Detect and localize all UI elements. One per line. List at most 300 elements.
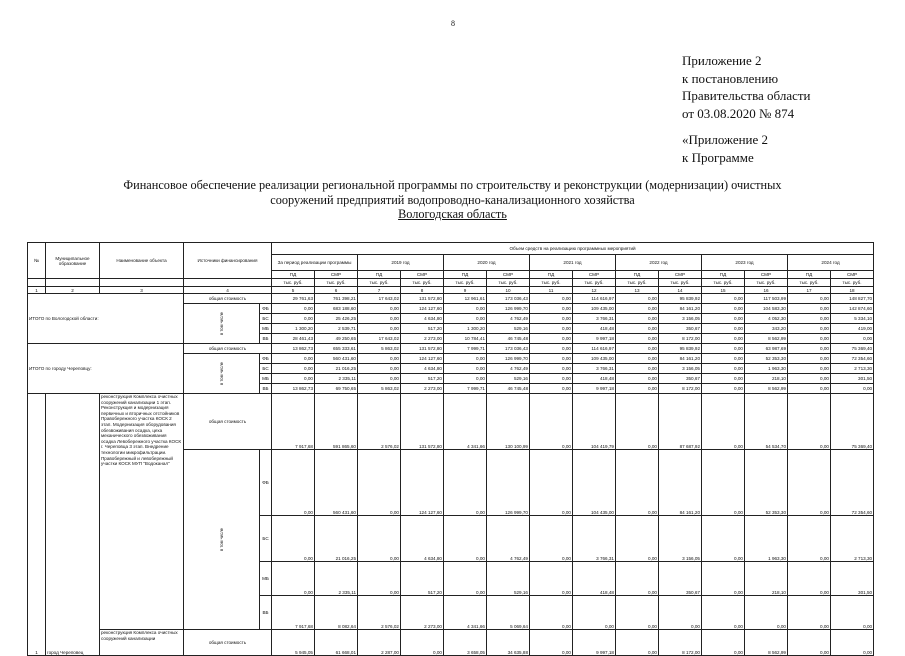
value-cell: 350,67 [659, 324, 702, 334]
object-description: реконструкция Комплекса очистных сооружений канализации [101, 630, 178, 641]
source-cell: МБ [260, 374, 272, 384]
value-cell: 0,00 [659, 596, 702, 630]
value-cell: 131 572,80 [401, 394, 444, 450]
value-cell: 0,00 [616, 596, 659, 630]
total-label: ИТОГО по городу Череповцу: [28, 344, 184, 394]
value-cell: 7 917,68 [272, 596, 315, 630]
total-label: ИТОГО по Вологодской области: [28, 294, 184, 344]
value-cell: 0,00 [530, 516, 573, 562]
value-cell: 3 156,05 [659, 314, 702, 324]
header-unit: тыс. руб. [444, 279, 487, 287]
value-cell: 46 745,48 [487, 334, 530, 344]
value-cell: 4 341,66 [444, 394, 487, 450]
value-cell: 0,00 [272, 314, 315, 324]
appendix-line: от 03.08.2020 № 874 [682, 105, 795, 121]
value-cell: 173 036,43 [487, 294, 530, 304]
value-cell: 0,00 [358, 324, 401, 334]
value-cell: 0,00 [530, 294, 573, 304]
column-number: 17 [788, 287, 831, 294]
value-cell: 1 300,20 [272, 324, 315, 334]
value-cell: 517,20 [401, 324, 444, 334]
table-body [28, 243, 874, 656]
header-unit: тыс. руб. [358, 279, 401, 287]
value-cell: 0,00 [573, 596, 616, 630]
column-number: 15 [702, 287, 745, 294]
value-cell: 104 583,30 [745, 304, 788, 314]
column-number: 7 [358, 287, 401, 294]
header-pd: ПД [530, 271, 573, 279]
source-cell: общая стоимость [184, 630, 272, 656]
value-cell: 114 616,97 [573, 294, 616, 304]
value-cell: 63 987,69 [745, 344, 788, 354]
value-cell: 8 172,00 [659, 630, 702, 656]
header-smr: СМР [745, 271, 788, 279]
value-cell: 0,00 [444, 562, 487, 596]
header-unit: тыс. руб. [831, 279, 874, 287]
value-cell: 0,00 [616, 344, 659, 354]
in-that-number-label: в том числе [219, 311, 224, 336]
appendix-line: Приложение 2 [682, 53, 762, 68]
value-cell: 418,48 [573, 324, 616, 334]
header-municipality: Муниципальное образование [46, 243, 100, 279]
header-unit: тыс. руб. [659, 279, 702, 287]
in-that-number-cell [184, 304, 260, 344]
value-cell: 142 874,60 [831, 304, 874, 314]
value-cell: 131 572,80 [401, 344, 444, 354]
value-cell: 0,00 [530, 324, 573, 334]
value-cell: 104 435,00 [573, 450, 616, 516]
value-cell: 218,10 [745, 562, 788, 596]
column-number: 10 [487, 287, 530, 294]
value-cell: 3 766,31 [573, 364, 616, 374]
header-pd: ПД [358, 271, 401, 279]
value-cell: 0,00 [788, 630, 831, 656]
value-cell: 2 713,30 [831, 364, 874, 374]
column-number: 16 [745, 287, 788, 294]
column-number: 14 [659, 287, 702, 294]
source-cell: ВБ [260, 384, 272, 394]
value-cell: 1 963,30 [745, 516, 788, 562]
header-smr: СМР [487, 271, 530, 279]
header-unit: тыс. руб. [401, 279, 444, 287]
column-number: 13 [616, 287, 659, 294]
object-description: реконструкция Комплекса очистных сооружений канализации 1 этап. Реконструкция и модернизация первичных и вторичных отстойников Правобережного участка КОСК 2 этап. Модернизация оборудования обезвоживания осадка, цеха механического обезвоживания осадка Левобережного участка КОСК г. Череповца 3 этап. Внедрение технологии микрофильтрации. Правобережный и левобережный участки КОСК МУП "Водоканал" [101, 394, 182, 467]
value-cell: 17 643,02 [358, 334, 401, 344]
value-cell: 0,00 [616, 294, 659, 304]
value-cell: 124 127,60 [401, 354, 444, 364]
value-cell: 0,00 [831, 334, 874, 344]
title-line: Финансовое обеспечение реализации региональной программы по строительству и реконструкции (модернизации) очистных [123, 178, 782, 192]
appendix-line: к постановлению [682, 70, 779, 86]
value-cell: 0,00 [530, 354, 573, 364]
header-unit: тыс. руб. [745, 279, 788, 287]
header-pd: ПД [272, 271, 315, 279]
value-cell: 126 999,70 [487, 450, 530, 516]
value-cell: 17 643,02 [358, 294, 401, 304]
table-row [28, 394, 874, 450]
in-that-number-label: в том числе [219, 527, 224, 552]
value-cell: 52 353,30 [745, 354, 788, 364]
value-cell: 9 997,18 [573, 384, 616, 394]
value-cell: 2 273,00 [401, 384, 444, 394]
value-cell: 0,00 [530, 630, 573, 656]
header-smr: СМР [315, 271, 358, 279]
value-cell: 5 863,02 [358, 384, 401, 394]
header-2021: 2021 год [530, 255, 616, 271]
value-cell: 0,00 [702, 324, 745, 334]
value-cell: 0,00 [616, 334, 659, 344]
value-cell: 4 762,49 [487, 364, 530, 374]
header-pd: ПД [702, 271, 745, 279]
value-cell: 301,50 [831, 562, 874, 596]
header-unit: тыс. руб. [530, 279, 573, 287]
source-cell: общая стоимость [184, 394, 272, 450]
value-cell: 0,00 [272, 450, 315, 516]
value-cell: 560 431,60 [315, 354, 358, 364]
value-cell: 0,00 [530, 394, 573, 450]
value-cell: 0,00 [358, 516, 401, 562]
value-cell: 3 156,05 [659, 364, 702, 374]
value-cell: 0,00 [444, 354, 487, 364]
value-cell: 28 461,43 [272, 334, 315, 344]
column-number: 8 [401, 287, 444, 294]
value-cell: 72 354,60 [831, 450, 874, 516]
value-cell: 0,00 [616, 562, 659, 596]
value-cell: 0,00 [401, 630, 444, 656]
value-cell: 0,00 [530, 334, 573, 344]
value-cell: 0,00 [272, 374, 315, 384]
value-cell: 0,00 [616, 354, 659, 364]
value-cell: 3 658,05 [444, 630, 487, 656]
value-cell: 0,00 [831, 384, 874, 394]
value-cell: 0,00 [530, 314, 573, 324]
value-cell: 8 172,00 [659, 384, 702, 394]
value-cell: 109 435,00 [573, 354, 616, 364]
value-cell: 0,00 [702, 294, 745, 304]
value-cell: 0,00 [358, 450, 401, 516]
value-cell: 350,67 [659, 562, 702, 596]
header-pd: ПД [616, 271, 659, 279]
value-cell: 0,00 [530, 450, 573, 516]
value-cell: 173 036,43 [487, 344, 530, 354]
value-cell: 0,00 [530, 304, 573, 314]
column-number: 11 [530, 287, 573, 294]
value-cell: 8 562,99 [745, 630, 788, 656]
in-that-number-label: в том числе [219, 361, 224, 386]
value-cell: 529,16 [487, 324, 530, 334]
table-row [28, 294, 874, 304]
header-pd: ПД [788, 271, 831, 279]
value-cell: 13 862,73 [272, 384, 315, 394]
value-cell: 0,00 [358, 562, 401, 596]
value-cell: 124 127,60 [401, 450, 444, 516]
value-cell: 0,00 [788, 516, 831, 562]
header-unit: тыс. руб. [788, 279, 831, 287]
value-cell: 0,00 [702, 334, 745, 344]
value-cell: 54 534,70 [745, 394, 788, 450]
value-cell: 8 562,99 [745, 334, 788, 344]
header-period: За период реализации программы [272, 255, 358, 271]
value-cell: 0,00 [788, 344, 831, 354]
value-cell: 0,00 [358, 354, 401, 364]
value-cell: 419,00 [831, 324, 874, 334]
value-cell: 84 161,20 [659, 304, 702, 314]
column-number: 4 [184, 287, 272, 294]
value-cell: 0,00 [272, 354, 315, 364]
value-cell: 29 761,63 [272, 294, 315, 304]
source-cell: общая стоимость [184, 294, 272, 304]
value-cell: 5 863,02 [358, 344, 401, 354]
value-cell: 21 016,25 [315, 364, 358, 374]
value-cell: 0,00 [616, 304, 659, 314]
appendix-line: к Программе [682, 149, 754, 165]
value-cell: 0,00 [616, 450, 659, 516]
value-cell: 87 687,92 [659, 394, 702, 450]
value-cell: 0,00 [358, 314, 401, 324]
value-cell: 126 999,70 [487, 354, 530, 364]
header-2020: 2020 год [444, 255, 530, 271]
value-cell: 4 762,49 [487, 314, 530, 324]
value-cell: 0,00 [444, 304, 487, 314]
value-cell: 0,00 [444, 314, 487, 324]
value-cell: 117 503,99 [745, 294, 788, 304]
header-2023: 2023 год [702, 255, 788, 271]
object-cell [100, 630, 184, 656]
column-number: 2 [46, 287, 100, 294]
value-cell: 418,48 [573, 374, 616, 384]
value-cell: 0,00 [702, 596, 745, 630]
value-cell: 131 572,80 [401, 294, 444, 304]
header-unit: тыс. руб. [702, 279, 745, 287]
header-column-numbers [28, 287, 874, 294]
value-cell: 0,00 [272, 364, 315, 374]
value-cell: 0,00 [702, 630, 745, 656]
header-2019: 2019 год [358, 255, 444, 271]
appendix-line: «Приложение 2 [682, 132, 769, 147]
value-cell: 3 766,31 [573, 516, 616, 562]
value-cell: 0,00 [702, 364, 745, 374]
value-cell: 0,00 [444, 374, 487, 384]
value-cell: 130 100,99 [487, 394, 530, 450]
value-cell: 0,00 [616, 314, 659, 324]
column-number: 1 [28, 287, 46, 294]
value-cell: 25 426,25 [315, 314, 358, 324]
value-cell: 7 999,71 [444, 384, 487, 394]
value-cell: 0,00 [831, 596, 874, 630]
column-number: 18 [831, 287, 874, 294]
value-cell: 2 576,02 [358, 596, 401, 630]
column-number: 5 [272, 287, 315, 294]
value-cell: 7 999,71 [444, 344, 487, 354]
value-cell: 591 865,60 [315, 394, 358, 450]
value-cell: 0,00 [444, 450, 487, 516]
header-unit: тыс. руб. [272, 279, 315, 287]
value-cell: 343,20 [745, 324, 788, 334]
value-cell: 0,00 [831, 630, 874, 656]
value-cell: 529,16 [487, 374, 530, 384]
header-unit-row [28, 279, 874, 287]
table-row [28, 630, 874, 656]
value-cell: 0,00 [616, 364, 659, 374]
value-cell: 0,00 [616, 630, 659, 656]
source-cell: ФБ [260, 354, 272, 364]
header-num: № [28, 243, 46, 279]
value-cell: 301,50 [831, 374, 874, 384]
value-cell: 0,00 [358, 374, 401, 384]
header-smr: СМР [401, 271, 444, 279]
value-cell: 0,00 [788, 450, 831, 516]
value-cell: 0,00 [745, 596, 788, 630]
value-cell: 0,00 [702, 304, 745, 314]
value-cell: 0,00 [702, 450, 745, 516]
value-cell: 4 762,49 [487, 516, 530, 562]
value-cell: 0,00 [530, 562, 573, 596]
value-cell: 0,00 [702, 562, 745, 596]
value-cell: 0,00 [358, 364, 401, 374]
value-cell: 4 341,66 [444, 596, 487, 630]
value-cell: 10 784,41 [444, 334, 487, 344]
value-cell: 75 369,40 [831, 344, 874, 354]
value-cell: 8 172,00 [659, 334, 702, 344]
value-cell: 4 634,80 [401, 364, 444, 374]
value-cell: 0,00 [702, 354, 745, 364]
value-cell: 72 354,60 [831, 354, 874, 364]
value-cell: 95 839,92 [659, 344, 702, 354]
municipality-cell: город Череповец [46, 394, 100, 656]
value-cell: 1 963,30 [745, 364, 788, 374]
header-2022: 2022 год [616, 255, 702, 271]
object-cell [100, 394, 184, 630]
value-cell: 46 745,48 [487, 384, 530, 394]
column-number: 9 [444, 287, 487, 294]
table-row [28, 344, 874, 354]
value-cell: 0,00 [788, 364, 831, 374]
value-cell: 95 839,92 [659, 294, 702, 304]
value-cell: 5 945,05 [272, 630, 315, 656]
value-cell: 0,00 [788, 394, 831, 450]
column-number: 6 [315, 287, 358, 294]
value-cell: 0,00 [444, 364, 487, 374]
source-cell: ФБ [260, 304, 272, 314]
value-cell: 9 997,18 [573, 630, 616, 656]
in-that-number-cell [184, 354, 260, 394]
header-smr: СМР [831, 271, 874, 279]
value-cell: 84 161,20 [659, 450, 702, 516]
row-number: 1 [28, 394, 46, 656]
appendix-block [682, 52, 811, 166]
header-source: Источники финансирования [184, 243, 272, 279]
value-cell: 517,20 [401, 374, 444, 384]
value-cell: 0,00 [788, 596, 831, 630]
value-cell: 148 827,70 [831, 294, 874, 304]
value-cell: 683 188,60 [315, 304, 358, 314]
title-line: сооружений предприятий водопроводно-канализационного хозяйства [270, 192, 635, 207]
value-cell: 0,00 [272, 562, 315, 596]
value-cell: 12 961,61 [444, 294, 487, 304]
value-cell: 0,00 [530, 344, 573, 354]
value-cell: 0,00 [530, 384, 573, 394]
value-cell: 2 335,11 [315, 374, 358, 384]
document-title [30, 178, 875, 222]
value-cell: 0,00 [530, 364, 573, 374]
column-number: 12 [573, 287, 616, 294]
value-cell: 114 616,97 [573, 344, 616, 354]
value-cell: 126 999,70 [487, 304, 530, 314]
source-cell: БС [260, 364, 272, 374]
source-cell: ВБ [260, 334, 272, 344]
value-cell: 0,00 [616, 516, 659, 562]
value-cell: 655 333,61 [315, 344, 358, 354]
header-smr: СМР [573, 271, 616, 279]
value-cell: 1 300,20 [444, 324, 487, 334]
value-cell: 560 431,60 [315, 450, 358, 516]
value-cell: 0,00 [702, 374, 745, 384]
value-cell: 218,10 [745, 374, 788, 384]
value-cell: 5 334,10 [831, 314, 874, 324]
value-cell: 52 353,30 [745, 450, 788, 516]
header-unit: тыс. руб. [315, 279, 358, 287]
value-cell: 69 750,65 [315, 384, 358, 394]
value-cell: 0,00 [702, 314, 745, 324]
value-cell: 2 335,11 [315, 562, 358, 596]
header-pd: ПД [444, 271, 487, 279]
value-cell: 0,00 [444, 516, 487, 562]
value-cell: 2 273,00 [401, 334, 444, 344]
value-cell: 0,00 [788, 314, 831, 324]
header-smr: СМР [659, 271, 702, 279]
value-cell: 49 250,65 [315, 334, 358, 344]
page-number: 8 [451, 19, 455, 28]
source-cell: БС [260, 314, 272, 324]
header-group-title: Объем средств на реализацию программных мероприятий [272, 243, 874, 255]
value-cell: 8 562,99 [745, 384, 788, 394]
value-cell: 2 539,71 [315, 324, 358, 334]
value-cell: 84 161,20 [659, 354, 702, 364]
header-unit: тыс. руб. [573, 279, 616, 287]
value-cell: 21 016,25 [315, 516, 358, 562]
value-cell: 0,00 [702, 394, 745, 450]
value-cell: 34 635,88 [487, 630, 530, 656]
value-cell: 0,00 [358, 304, 401, 314]
value-cell: 3 156,05 [659, 516, 702, 562]
value-cell: 3 766,31 [573, 314, 616, 324]
value-cell: 0,00 [702, 384, 745, 394]
source-cell: общая стоимость [184, 344, 272, 354]
value-cell: 5 069,64 [487, 596, 530, 630]
value-cell: 61 668,01 [315, 630, 358, 656]
source-cell: БС [260, 516, 272, 562]
value-cell: 529,16 [487, 562, 530, 596]
value-cell: 0,00 [788, 354, 831, 364]
value-cell: 2 287,00 [358, 630, 401, 656]
value-cell: 0,00 [530, 596, 573, 630]
value-cell: 350,67 [659, 374, 702, 384]
value-cell: 0,00 [788, 374, 831, 384]
value-cell: 0,00 [788, 562, 831, 596]
source-cell: ФБ [260, 450, 272, 516]
value-cell: 0,00 [616, 324, 659, 334]
header-unit: тыс. руб. [487, 279, 530, 287]
value-cell: 761 398,21 [315, 294, 358, 304]
value-cell: 4 634,80 [401, 516, 444, 562]
header-2024: 2024 год [788, 255, 874, 271]
value-cell: 75 369,40 [831, 394, 874, 450]
value-cell: 124 127,60 [401, 304, 444, 314]
source-cell: ВБ [260, 596, 272, 630]
column-number: 3 [100, 287, 184, 294]
source-cell: МБ [260, 562, 272, 596]
value-cell: 8 082,64 [315, 596, 358, 630]
